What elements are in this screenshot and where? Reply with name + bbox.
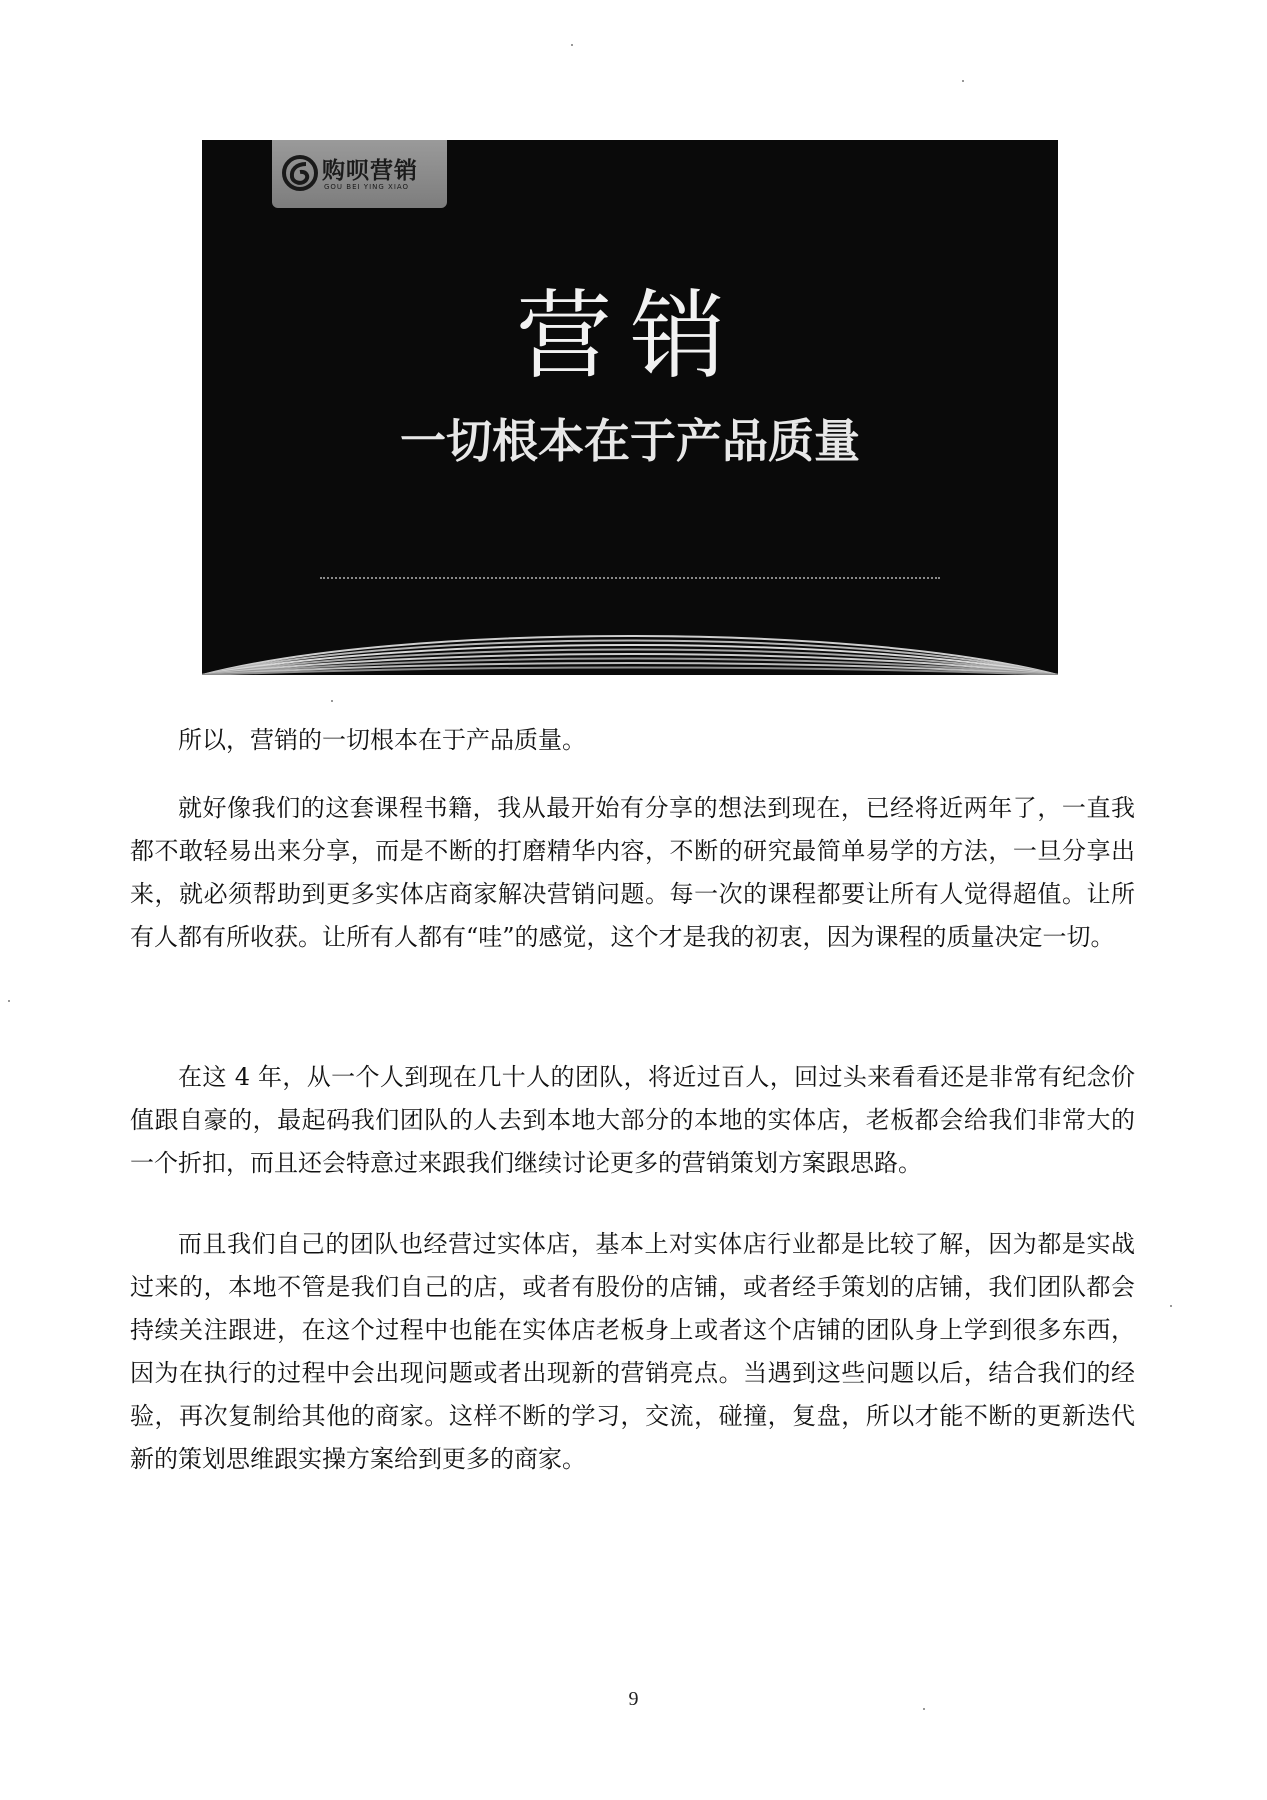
decorative-swoosh xyxy=(202,605,1058,675)
logo-badge xyxy=(272,140,447,208)
scan-speck xyxy=(1170,1305,1172,1307)
paragraph-3: 在这 4 年，从一个人到现在几十人的团队，将近过百人，回过头来看看还是非常有纪念价值跟自豪的，最起码我们团队的人去到本地大部分的本地的实体店，老板都会给我们非常大的一个折扣，而且还会特意过来跟我们继续讨论更多的营销策划方案跟思路。 xyxy=(130,1063,1135,1177)
dotted-divider xyxy=(320,577,940,579)
logo-icon xyxy=(282,155,318,191)
slide-title: 营销 xyxy=(516,280,744,392)
scan-speck xyxy=(571,44,573,46)
scan-speck xyxy=(331,700,333,702)
slide-image xyxy=(202,140,1058,675)
logo-text: 购呗营销 xyxy=(322,158,418,184)
logo-subtext: GOU BEI YING XIAO xyxy=(324,183,410,191)
scan-speck xyxy=(923,1708,925,1710)
paragraph-1: 所以，营销的一切根本在于产品质量。 xyxy=(178,726,586,754)
slide-subtitle: 一切根本在于产品质量 xyxy=(400,414,860,468)
scan-speck xyxy=(8,1000,10,1002)
paragraph-2: 就好像我们的这套课程书籍，我从最开始有分享的想法到现在，已经将近两年了，一直我都不敢轻易出来分享，而是不断的打磨精华内容，不断的研究最简单易学的方法，一旦分享出来，就必须帮助到更多实体店商家解决营销问题。每一次的课程都要让所有人觉得超值。让所有人都有所收获。让所有人都有“哇”的感觉，这个才是我的初衷，因为课程的质量决定一切。 xyxy=(130,794,1135,951)
paragraph-4: 而且我们自己的团队也经营过实体店，基本上对实体店行业都是比较了解，因为都是实战过来的，本地不管是我们自己的店，或者有股份的店铺，或者经手策划的店铺，我们团队都会持续关注跟进，在这个过程中也能在实体店老板身上或者这个店铺的团队身上学到很多东西，因为在执行的过程中会出现问题或者出现新的营销亮点。当遇到这些问题以后，结合我们的经验，再次复制给其他的商家。这样不断的学习，交流，碰撞，复盘，所以才能不断的更新迭代新的策划思维跟实操方案给到更多的商家。 xyxy=(130,1230,1135,1473)
scan-speck xyxy=(962,80,964,82)
page-number: 9 xyxy=(628,1688,639,1710)
